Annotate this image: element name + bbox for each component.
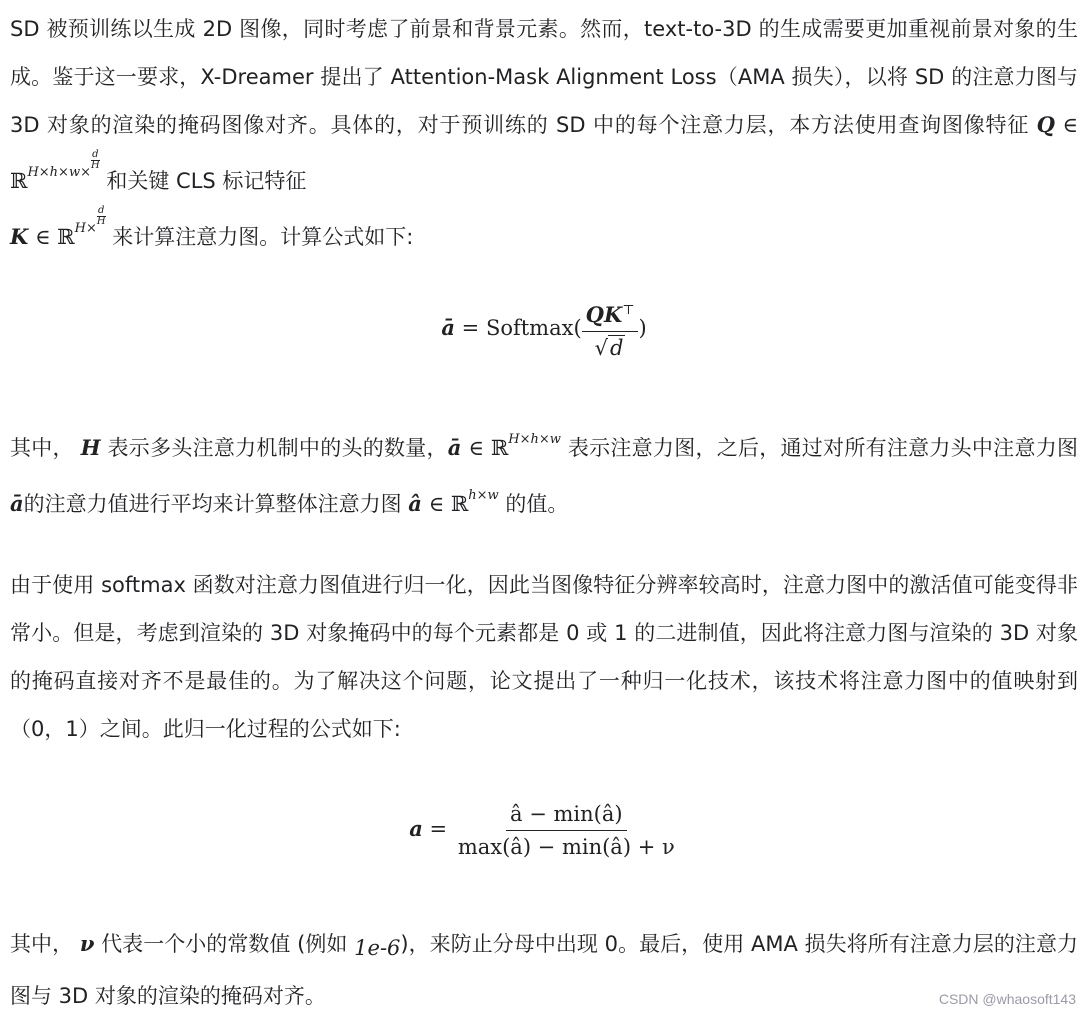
math-Q: Q <box>1036 112 1055 137</box>
paragraph-conclusion: 其中， ν 代表一个小的常数值 (例如 1e-6)，来防止分母中出现 0。最后，使用 AMA 损失将所有注意力层的注意力图与 3D 对象的渲染的掩码对齐。 <box>10 931 1078 1008</box>
equation-attention: ā = Softmax( $\frac{QK^⊤}{√d}$ ) <box>10 297 1078 362</box>
eq2-fraction <box>454 800 679 861</box>
paragraph-heads: 其中， H 表示多头注意力机制中的头的数量，ā ∈ ℝ$^{H\times h\times w}$ 表示注意力图，之后，通过对所有注意力头中注意力图ā的注意力值进行平均来计算整体注意力图 â ∈ ℝ$^{h\times w}$ 的值。 <box>10 432 1078 516</box>
paragraph-normalization: 由于使用 softmax 函数对注意力图值进行归一化，因此当图像特征分辨率较高时，注意力图中的激活值可能变得非常小。但是，考虑到渲染的 3D 对象掩码中的每个元素都是 0 或 1 的二进制值，因此将注意力图与渲染的 3D 对象的掩码直接对齐不是最佳的。为了解决这个问题，论文提出了一种归一化技术，该技术将注意力图中的值映射到（0，1）之间。此归一化过程的公式如下: <box>10 573 1078 741</box>
equation-normalization: a = $\frac{â - \min(â)}{\max(â) - \min(â) + \nu}$ <box>10 800 1078 861</box>
eq1-lhs: ā <box>441 315 455 340</box>
eq2-numerator: â − min(â) <box>506 800 627 831</box>
eq1-numerator: QK <box>585 302 623 327</box>
eq1-sqrt: √d <box>594 336 624 360</box>
math-in-symbol: ∈ <box>1054 113 1078 137</box>
paragraph-intro: SD 被预训练以生成 2D 图像，同时考虑了前景和背景元素。然而，text-to-3D 的生成需要更加重视前景对象的生成。鉴于这一要求，X-Dreamer 提出了 Attention-Mask Alignment Loss（AMA 损失），以将 SD 的注意力图与 3D 对象的渲染的掩码图像对齐。具体的，对于预训练的 SD 中的每个注意力层，本方法使用查询图像特征 Q ∈ ℝ$^{H\times h\times w\times \frac{d}{H}}$ 和关键 CLS 标记特征 K ∈ ℝ$^{H\times \frac{d}{H}}$ 来计算注意力图。计算公式如下: <box>10 17 1078 249</box>
math-Q-dims: H×h×w× d H <box>27 149 100 180</box>
eq1-fraction: $\frac{QK^⊤}{√d}$ <box>582 297 639 362</box>
eq2-denominator: max(â) − min(â) + ν <box>457 835 675 859</box>
math-nu: ν <box>79 931 95 956</box>
intro-text-3: 来计算注意力图。计算公式如下: <box>105 225 414 249</box>
math-abar: ā <box>447 435 462 460</box>
math-reals: ℝ <box>10 169 28 193</box>
math-epsilon: 1e-6 <box>354 936 401 960</box>
math-abar-2: ā <box>10 491 24 516</box>
math-K-dims: H× d H <box>74 205 106 236</box>
watermark: CSDN @whaosoft143 <box>938 991 1076 1007</box>
intro-text-2: 和关键 CLS 标记特征 <box>99 169 307 193</box>
math-K: K <box>10 224 29 249</box>
eq1-softmax: Softmax( <box>485 316 582 340</box>
intro-text-1: SD 被预训练以生成 2D 图像，同时考虑了前景和背景元素。然而，text-to-3D 的生成需要更加重视前景对象的生成。鉴于这一要求，X-Dreamer 提出了 Attention-Mask Alignment Loss（AMA 损失），以将 SD 的注意力图与 3D 对象的渲染的掩码图像对齐。具体的，对于预训练的 SD 中的每个注意力层，本方法使用查询图像特征 <box>10 17 1078 137</box>
eq2-lhs: a <box>409 816 423 841</box>
math-ahat: â <box>408 491 422 516</box>
math-H: H <box>80 435 101 460</box>
